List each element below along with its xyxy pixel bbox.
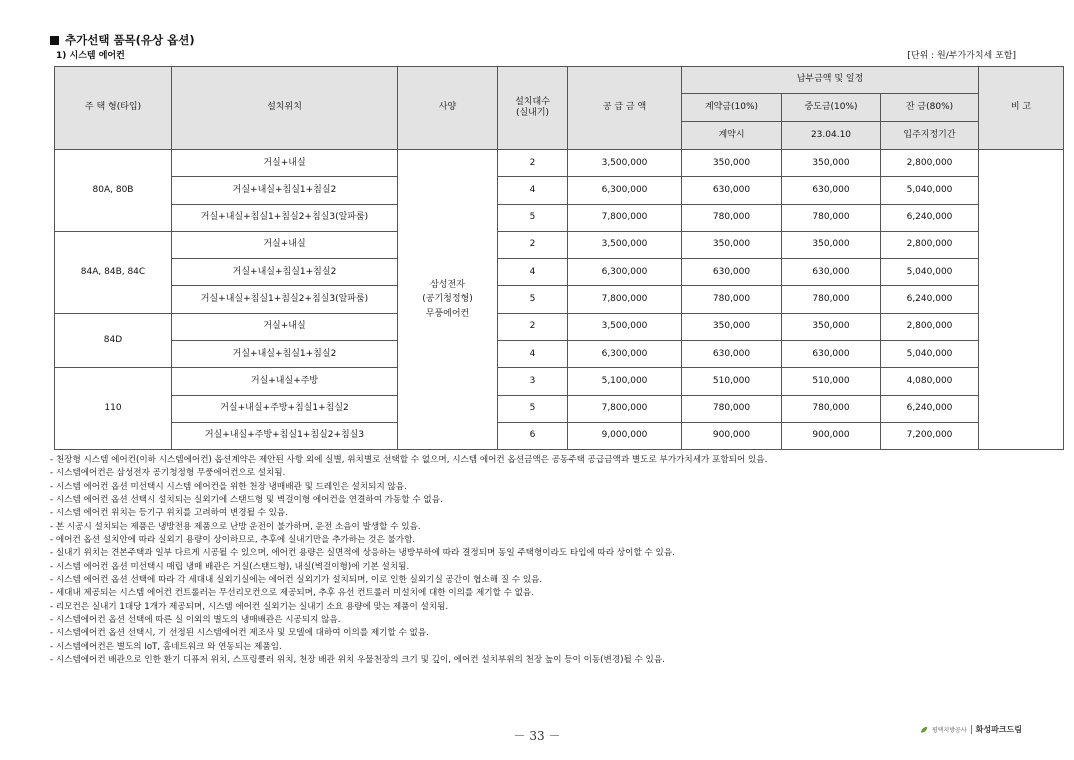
cell-count: 6 — [498, 422, 568, 449]
table-row — [55, 259, 1064, 286]
cell-count: 4 — [498, 177, 568, 204]
cell-type: 110 — [55, 368, 172, 450]
cell-location: 거실+내실+침실1+침실2 — [172, 341, 398, 368]
note-item: - 시스템 에어컨 옵션 선택에 따라 각 세대내 실외기실에는 에어컨 실외기가 설치되며, 이로 인한 실외기실 공간이 협소해 질 수 있음. — [50, 574, 1030, 587]
cell-balance: 6,240,000 — [881, 286, 979, 313]
cell-location: 거실+내실+침실1+침실2+침실3(알파룸) — [172, 286, 398, 313]
note-item: - 시스템 에어컨 옵션 미선택시 시스템 에어컨을 위한 천장 냉매배관 및 드레인은 설치되지 않음. — [50, 481, 1030, 494]
header-balance: 잔 금(80%) — [881, 94, 979, 122]
cell-supply: 7,800,000 — [568, 395, 682, 422]
note-item: - 시스템에어컨 옵션 선택에 따른 실 이외의 별도의 냉매배관은 시공되지 않음. — [50, 614, 1030, 627]
note-item: - 에어컨 옵션 설치안에 따라 실외기 용량이 상이하므로, 추후에 실내기만을 추가하는 것은 불가함. — [50, 534, 1030, 547]
table-row — [55, 286, 1064, 313]
cell-location: 거실+내실+주방+침실1+침실2+침실3 — [172, 422, 398, 449]
aircon-option-table — [54, 66, 1064, 450]
header-middle-when: 23.04.10 — [782, 122, 881, 150]
header-contract-when: 계약시 — [682, 122, 782, 150]
cell-middle: 780,000 — [782, 395, 881, 422]
brand-divider — [971, 725, 972, 734]
cell-supply: 6,300,000 — [568, 341, 682, 368]
cell-count: 3 — [498, 368, 568, 395]
cell-location: 거실+내실 — [172, 231, 398, 258]
cell-count: 2 — [498, 231, 568, 258]
cell-supply: 3,500,000 — [568, 150, 682, 177]
cell-middle: 780,000 — [782, 204, 881, 231]
cell-type: 84D — [55, 313, 172, 368]
cell-location: 거실+내실+침실1+침실2+침실3(알파룸) — [172, 204, 398, 231]
table-row — [55, 313, 1064, 340]
header-type: 주 택 형(타입) — [55, 67, 172, 150]
note-item: - 시스템 에어컨 옵션 선택시 설치되는 실외기에 스탠드형 및 벽걸이형 에어컨을 연결하여 가동할 수 없음. — [50, 494, 1030, 507]
note-item: - 시스템에어컨 옵션 선택시, 기 선정된 시스템에어컨 제조사 및 모델에 대하여 이의를 제기할 수 없음. — [50, 627, 1030, 640]
table-row — [55, 341, 1064, 368]
cell-balance: 7,200,000 — [881, 422, 979, 449]
note-item: - 시스템 에어컨 위치는 등기구 위치를 고려하여 변경될 수 있음. — [50, 507, 1030, 520]
cell-remark — [979, 150, 1064, 450]
cell-location: 거실+내실+주방+침실1+침실2 — [172, 395, 398, 422]
cell-middle: 510,000 — [782, 368, 881, 395]
brand-logo — [920, 724, 1022, 735]
cell-balance: 5,040,000 — [881, 177, 979, 204]
cell-count: 5 — [498, 286, 568, 313]
table-row — [55, 422, 1064, 449]
header-spec: 사양 — [398, 67, 498, 150]
note-item: - 실내기 위치는 견본주택과 일부 다르게 시공될 수 있으며, 에어컨 용량은 실면적에 상응하는 냉방부하에 따라 결정되며 동일 주택형이라도 타입에 따라 상이할 수 있음. — [50, 547, 1030, 560]
header-contract: 계약금(10%) — [682, 94, 782, 122]
notes-list — [50, 454, 1030, 668]
note-item: - 세대내 제공되는 시스템 에어컨 컨트롤러는 무선리모컨으로 제공되며, 추후 유선 컨트롤러 미설치에 대한 이의를 제기할 수 없음. — [50, 587, 1030, 600]
cell-balance: 6,240,000 — [881, 204, 979, 231]
cell-location: 거실+내실 — [172, 313, 398, 340]
header-middle: 중도금(10%) — [782, 94, 881, 122]
cell-supply: 6,300,000 — [568, 259, 682, 286]
cell-contract: 780,000 — [682, 286, 782, 313]
cell-balance: 2,800,000 — [881, 231, 979, 258]
cell-count: 2 — [498, 150, 568, 177]
table-row — [55, 204, 1064, 231]
header-location: 설치위치 — [172, 67, 398, 150]
note-item: - 리모컨은 실내기 1대당 1개가 제공되며, 시스템 에어컨 실외기는 실내기 소요 용량에 맞는 제품이 설치됨. — [50, 601, 1030, 614]
square-bullet-icon — [50, 36, 59, 45]
table-row — [55, 368, 1064, 395]
cell-count: 2 — [498, 313, 568, 340]
cell-middle: 630,000 — [782, 177, 881, 204]
table-row — [55, 177, 1064, 204]
cell-middle: 350,000 — [782, 313, 881, 340]
page-number: － 33 － — [513, 729, 561, 743]
cell-supply: 6,300,000 — [568, 177, 682, 204]
cell-count: 5 — [498, 204, 568, 231]
table-row — [55, 150, 1064, 177]
cell-contract: 510,000 — [682, 368, 782, 395]
unit-note: [단위 : 원/부가가치세 포함] — [907, 51, 1016, 61]
cell-supply: 3,500,000 — [568, 231, 682, 258]
cell-count: 4 — [498, 341, 568, 368]
table-row — [55, 395, 1064, 422]
note-item: - 천장형 시스템 에어컨(이하 시스템에어컨) 옵션계약은 제안된 사항 외에 실별, 위치별로 선택할 수 없으며, 시스템 에어컨 옵션금액은 공동주택 공급금액과 별도로 부가가치세가 포함되어 있음. — [50, 454, 1030, 467]
note-item: - 시스템에어컨은 삼성전자 공기청정형 무풍에어컨으로 설치됨. — [50, 467, 1030, 480]
header-count: 설치대수 (실내기) — [498, 67, 568, 150]
note-item: - 시스템 에어컨 옵션 미선택시 매립 냉매 배관은 거실(스탠드형), 내실(벽걸이형)에 기본 설치됨. — [50, 561, 1030, 574]
cell-middle: 350,000 — [782, 150, 881, 177]
cell-contract: 780,000 — [682, 395, 782, 422]
cell-supply: 7,800,000 — [568, 204, 682, 231]
cell-contract: 630,000 — [682, 341, 782, 368]
cell-middle: 780,000 — [782, 286, 881, 313]
cell-contract: 630,000 — [682, 259, 782, 286]
cell-contract: 900,000 — [682, 422, 782, 449]
cell-spec: 삼성전자 (공기청정형) 무풍에어컨 — [398, 150, 498, 450]
cell-balance: 2,800,000 — [881, 313, 979, 340]
header-remark: 비 고 — [979, 67, 1064, 150]
cell-contract: 630,000 — [682, 177, 782, 204]
cell-type: 80A, 80B — [55, 150, 172, 232]
section-title — [50, 32, 195, 48]
cell-supply: 5,100,000 — [568, 368, 682, 395]
cell-type: 84A, 84B, 84C — [55, 231, 172, 313]
cell-balance: 2,800,000 — [881, 150, 979, 177]
cell-middle: 900,000 — [782, 422, 881, 449]
header-supply: 공 급 금 액 — [568, 67, 682, 150]
cell-location: 거실+내실+주방 — [172, 368, 398, 395]
cell-middle: 350,000 — [782, 231, 881, 258]
brand-name: 화성파크드림 — [975, 725, 1022, 734]
note-item: - 시스템에어컨 배관으로 인한 환기 디퓨저 위치, 스프링클러 위치, 천장 배관 위치 우물천장의 크기 및 깊이, 에어컨 설치부위의 천장 높이 등이 이동(변경)될 수 있음. — [50, 654, 1030, 667]
cell-supply: 3,500,000 — [568, 313, 682, 340]
leaf-icon — [920, 726, 928, 734]
sub-title: 1) 시스템 에어컨 — [56, 51, 125, 61]
cell-balance: 5,040,000 — [881, 259, 979, 286]
cell-location: 거실+내실+침실1+침실2 — [172, 259, 398, 286]
note-item: - 시스템에어컨은 별도의 IoT, 홈네트워크 와 연동되는 제품임. — [50, 641, 1030, 654]
cell-supply: 7,800,000 — [568, 286, 682, 313]
cell-supply: 9,000,000 — [568, 422, 682, 449]
cell-middle: 630,000 — [782, 259, 881, 286]
cell-balance: 5,040,000 — [881, 341, 979, 368]
cell-middle: 630,000 — [782, 341, 881, 368]
cell-balance: 4,080,000 — [881, 368, 979, 395]
brand-small-text: 평택지방공사 — [931, 727, 967, 734]
cell-count: 5 — [498, 395, 568, 422]
table-row — [55, 231, 1064, 258]
header-balance-when: 입주지정기간 — [881, 122, 979, 150]
header-payment-group: 납부금액 및 일정 — [682, 67, 979, 94]
cell-location: 거실+내실 — [172, 150, 398, 177]
section-title-text: 추가선택 품목(유상 옵션) — [65, 33, 195, 47]
cell-count: 4 — [498, 259, 568, 286]
cell-contract: 350,000 — [682, 231, 782, 258]
cell-balance: 6,240,000 — [881, 395, 979, 422]
note-item: - 본 시공시 설치되는 제품은 냉방전용 제품으로 난방 운전이 불가하며, 운전 소음이 발생할 수 있음. — [50, 521, 1030, 534]
cell-contract: 780,000 — [682, 204, 782, 231]
cell-contract: 350,000 — [682, 313, 782, 340]
cell-location: 거실+내실+침실1+침실2 — [172, 177, 398, 204]
cell-contract: 350,000 — [682, 150, 782, 177]
